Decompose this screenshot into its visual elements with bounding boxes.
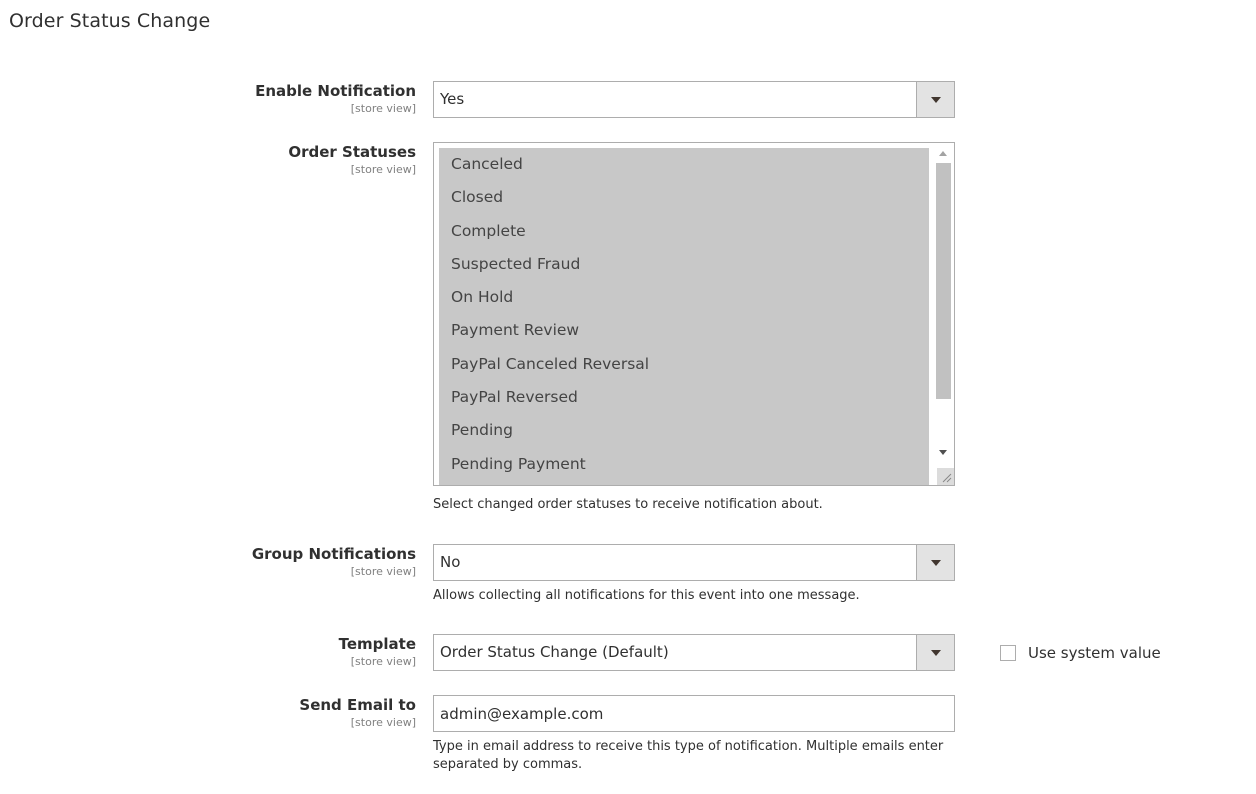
scroll-down-arrow-icon[interactable] xyxy=(939,450,947,455)
order-statuses-options xyxy=(439,148,929,485)
enable-notification-value: Yes xyxy=(440,90,465,108)
order-status-option[interactable]: Canceled xyxy=(451,155,523,173)
order-statuses-scope: [store view] xyxy=(350,163,416,176)
group-notifications-select[interactable] xyxy=(433,544,955,581)
resize-grip-icon[interactable] xyxy=(937,468,954,485)
send-email-input[interactable] xyxy=(433,695,955,732)
order-statuses-multiselect[interactable] xyxy=(433,142,955,486)
enable-notification-dropdown-button[interactable] xyxy=(916,82,954,117)
scrollbar-thumb[interactable] xyxy=(936,163,951,399)
order-status-option[interactable]: Payment Review xyxy=(451,321,580,340)
enable-notification-scope: [store view] xyxy=(350,102,416,115)
order-status-option[interactable]: Suspected Fraud xyxy=(451,254,581,273)
template-label: Template xyxy=(338,635,416,653)
send-email-label: Send Email to xyxy=(299,696,416,714)
use-system-value-label[interactable]: Use system value xyxy=(1028,644,1161,662)
scroll-up-arrow-icon[interactable] xyxy=(939,151,947,156)
template-dropdown-button[interactable] xyxy=(916,635,954,670)
order-status-option[interactable]: Pending xyxy=(451,421,513,440)
order-status-option[interactable]: PayPal Reversed xyxy=(451,388,578,407)
group-notifications-scope: [store view] xyxy=(350,565,416,578)
order-status-option[interactable]: Complete xyxy=(451,221,526,240)
chevron-down-icon xyxy=(931,650,941,656)
order-status-option[interactable]: Closed xyxy=(451,188,504,207)
section-title: Order Status Change xyxy=(9,10,211,32)
order-statuses-scrollbar[interactable] xyxy=(935,146,952,482)
template-select[interactable] xyxy=(433,634,955,671)
group-notifications-label: Group Notifications xyxy=(251,545,416,563)
chevron-down-icon xyxy=(931,97,941,103)
group-notifications-note: Allows collecting all notifications for this event into one message. xyxy=(433,588,860,603)
group-notifications-dropdown-button[interactable] xyxy=(916,545,954,580)
order-statuses-label: Order Statuses xyxy=(288,143,416,161)
enable-notification-label: Enable Notification xyxy=(255,82,416,100)
order-statuses-note: Select changed order statuses to receive notification about. xyxy=(433,497,823,512)
group-notifications-value: No xyxy=(440,553,461,571)
chevron-down-icon xyxy=(931,560,941,566)
template-scope: [store view] xyxy=(350,655,416,668)
enable-notification-select[interactable] xyxy=(433,81,955,118)
order-status-option[interactable]: On Hold xyxy=(451,288,514,307)
template-value: Order Status Change (Default) xyxy=(440,643,669,661)
send-email-note: Type in email address to receive this type of notification. Multiple emails enter separated by commas. xyxy=(433,739,944,772)
order-status-option[interactable]: Pending Payment xyxy=(451,454,586,473)
send-email-scope: [store view] xyxy=(350,716,416,729)
order-status-option[interactable]: PayPal Canceled Reversal xyxy=(451,354,650,373)
use-system-value-checkbox[interactable] xyxy=(1000,645,1016,661)
